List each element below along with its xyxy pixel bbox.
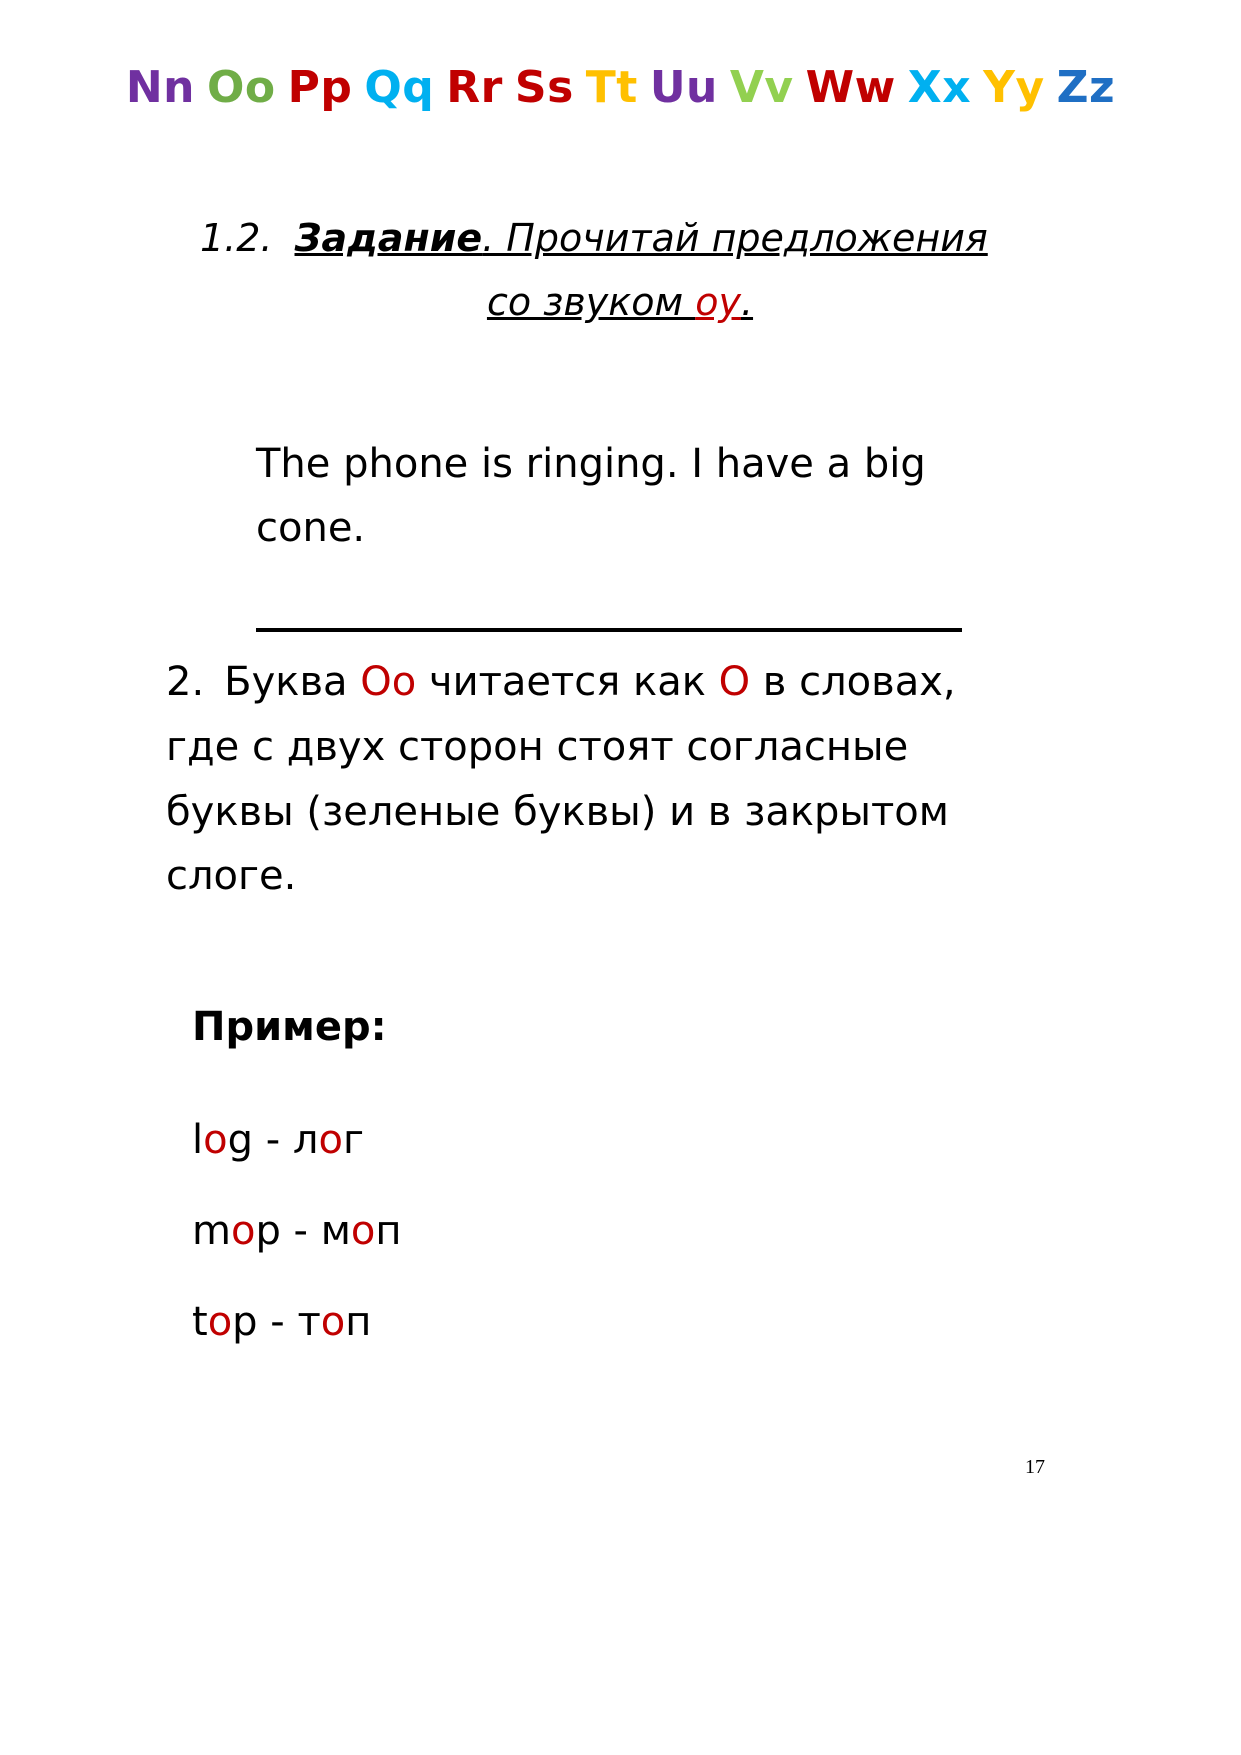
rule-letter-oo: Oo [360,659,417,705]
task-number: 1.2. [200,216,273,260]
rule-number: 2. [166,659,205,705]
rule-text-part2: читается как [416,659,719,705]
example-ru-after: г [342,1117,364,1163]
example-ru-after: п [345,1299,372,1346]
alphabet-letter: Yy [983,62,1045,113]
alphabet-letter: Ww [805,62,896,113]
alphabet-letter: Tt [585,62,638,113]
example-en-after: p [232,1299,258,1346]
example-en-before: l [192,1117,204,1163]
task-line-2 [200,276,1040,330]
section-divider [256,628,962,632]
example-separator: - [253,1117,293,1163]
task-line-1 [200,212,1040,266]
task-sound-suffix: . [740,279,754,324]
task-block [200,212,1040,330]
alphabet-letter: Zz [1056,62,1116,113]
example-title: Пример: [192,1004,387,1050]
page-number: 17 [1025,1456,1045,1478]
example-item [192,1095,792,1186]
rule-paragraph [166,650,1016,909]
alphabet-letter: Pp [287,62,353,113]
example-item [192,1186,792,1277]
example-en-before: m [192,1208,231,1255]
example-ru-vowel: о [350,1208,376,1255]
example-ru-before: м [320,1208,351,1255]
example-en-vowel: o [230,1208,256,1255]
alphabet-header [0,62,1241,113]
example-item [192,1277,792,1368]
rule-letter-o: O [718,659,751,705]
alphabet-letter: Uu [649,62,718,113]
example-list [192,1095,792,1369]
example-en-before: t [192,1299,208,1346]
alphabet-letter: Ss [514,62,574,113]
example-en-after: g [227,1117,253,1163]
example-ru-before: л [292,1117,319,1163]
example-separator: - [257,1299,298,1346]
task-sound-prefix: со звуком [486,279,696,324]
example-en-after: p [255,1208,281,1255]
example-sentence: The phone is ringing. I have a big cone. [256,441,926,551]
alphabet-letter: Nn [125,62,195,113]
example-ru-vowel: о [320,1299,346,1346]
task-sound: оу [695,279,741,324]
alphabet-letter: Vv [729,62,794,113]
alphabet-letter: Rr [446,62,503,113]
alphabet-letter: Oo [206,62,276,113]
example-ru-after: п [375,1208,402,1255]
example-en-vowel: o [203,1117,228,1163]
rule-text-part3: в словах, где с двух сторон стоят согласные буквы (зеленые буквы) и в закрытом слоге. [166,659,956,900]
example-en-vowel: o [207,1299,233,1346]
example-separator: - [280,1208,321,1255]
example-ru-vowel: о [318,1117,343,1163]
alphabet-letter: Xx [907,62,972,113]
alphabet-letter: Qq [364,62,435,113]
example-ru-before: т [297,1299,321,1346]
task-keyword: Задание [294,216,483,260]
rule-text-part1: Буква [224,659,361,705]
task-instruction: . Прочитай предложения [482,216,988,260]
